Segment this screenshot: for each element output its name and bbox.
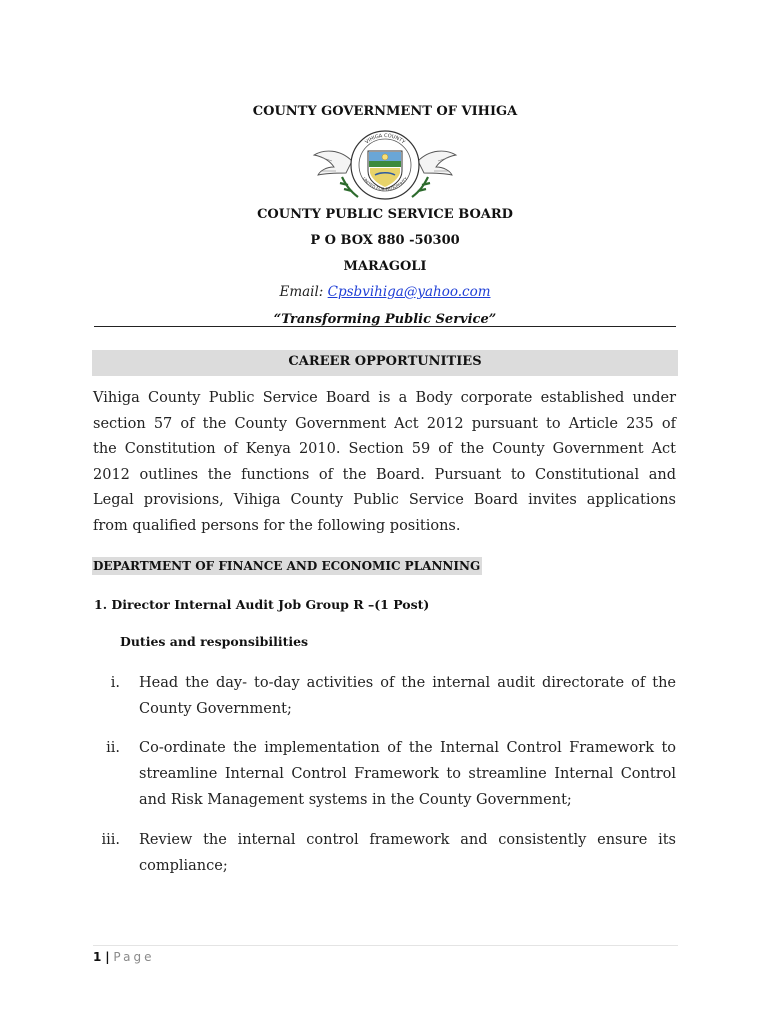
- duty-line: compliance;: [139, 858, 228, 874]
- intro-line: 2012 outlines the functions of the Board. Pursuant to Constitutional and: [93, 466, 676, 483]
- header-divider: [94, 326, 676, 327]
- email-link[interactable]: Cpsbvihiga@yahoo.com: [327, 284, 491, 300]
- intro-line: the Constitution of Kenya 2010. Section 59 of the County Government Act: [93, 441, 676, 458]
- footer-divider: [93, 945, 678, 946]
- left-dove-icon: [314, 151, 352, 175]
- board-name: COUNTY PUBLIC SERVICE BOARD: [257, 207, 513, 222]
- duty-line: County Government;: [139, 701, 292, 717]
- intro-line: Vihiga County Public Service Board is a Body corporate established under: [93, 390, 676, 406]
- po-box: P O BOX 880 -50300: [310, 233, 460, 248]
- right-dove-icon: [418, 151, 456, 175]
- section-heading: CAREER OPPORTUNITIES: [92, 350, 678, 376]
- intro-line: Legal provisions, Vihiga County Public Service Board invites applications: [93, 492, 676, 509]
- svg-text:VIHIGA COUNTY: VIHIGA COUNTY: [364, 132, 406, 146]
- footer-separator: |: [105, 950, 110, 964]
- duty-line: Co-ordinate the implementation of the Internal Control Framework to: [139, 740, 676, 756]
- motto: “Transforming Public Service”: [273, 312, 497, 327]
- duty-line: streamline Internal Control Framework to streamline Internal Control: [139, 766, 676, 782]
- page-footer: [93, 950, 154, 964]
- intro-line: from qualified persons for the following positions.: [93, 517, 461, 534]
- email-label: Email:: [279, 284, 324, 300]
- intro-paragraph: [93, 386, 676, 540]
- duty-line: and Risk Management systems in the County Government;: [139, 792, 572, 808]
- intro-line: section 57 of the County Government Act 2012 pursuant to Article 235 of: [93, 415, 676, 432]
- duty-number: ii.: [106, 740, 120, 756]
- page-word: Page: [113, 950, 155, 964]
- duty-line: Head the day- to-day activities of the internal audit directorate of the: [139, 675, 676, 691]
- duty-line: Review the internal control framework and consistently ensure its: [139, 832, 676, 848]
- duty-number: i.: [110, 675, 120, 691]
- department-heading: DEPARTMENT OF FINANCE AND ECONOMIC PLANNING: [93, 559, 481, 573]
- county-coat-of-arms: [312, 127, 458, 203]
- page-number: 1: [93, 950, 102, 964]
- email-line: [0, 284, 770, 300]
- duty-number: iii.: [101, 832, 120, 848]
- svg-text:UNITED FOR PROSPERITY: UNITED FOR PROSPERITY: [361, 176, 409, 192]
- job-title: 1. Director Internal Audit Job Group R –(1 Post): [94, 597, 430, 612]
- duties-heading: Duties and responsibilities: [120, 634, 309, 649]
- town-name: MARAGOLI: [343, 259, 427, 274]
- county-title: COUNTY GOVERNMENT OF VIHIGA: [252, 104, 518, 119]
